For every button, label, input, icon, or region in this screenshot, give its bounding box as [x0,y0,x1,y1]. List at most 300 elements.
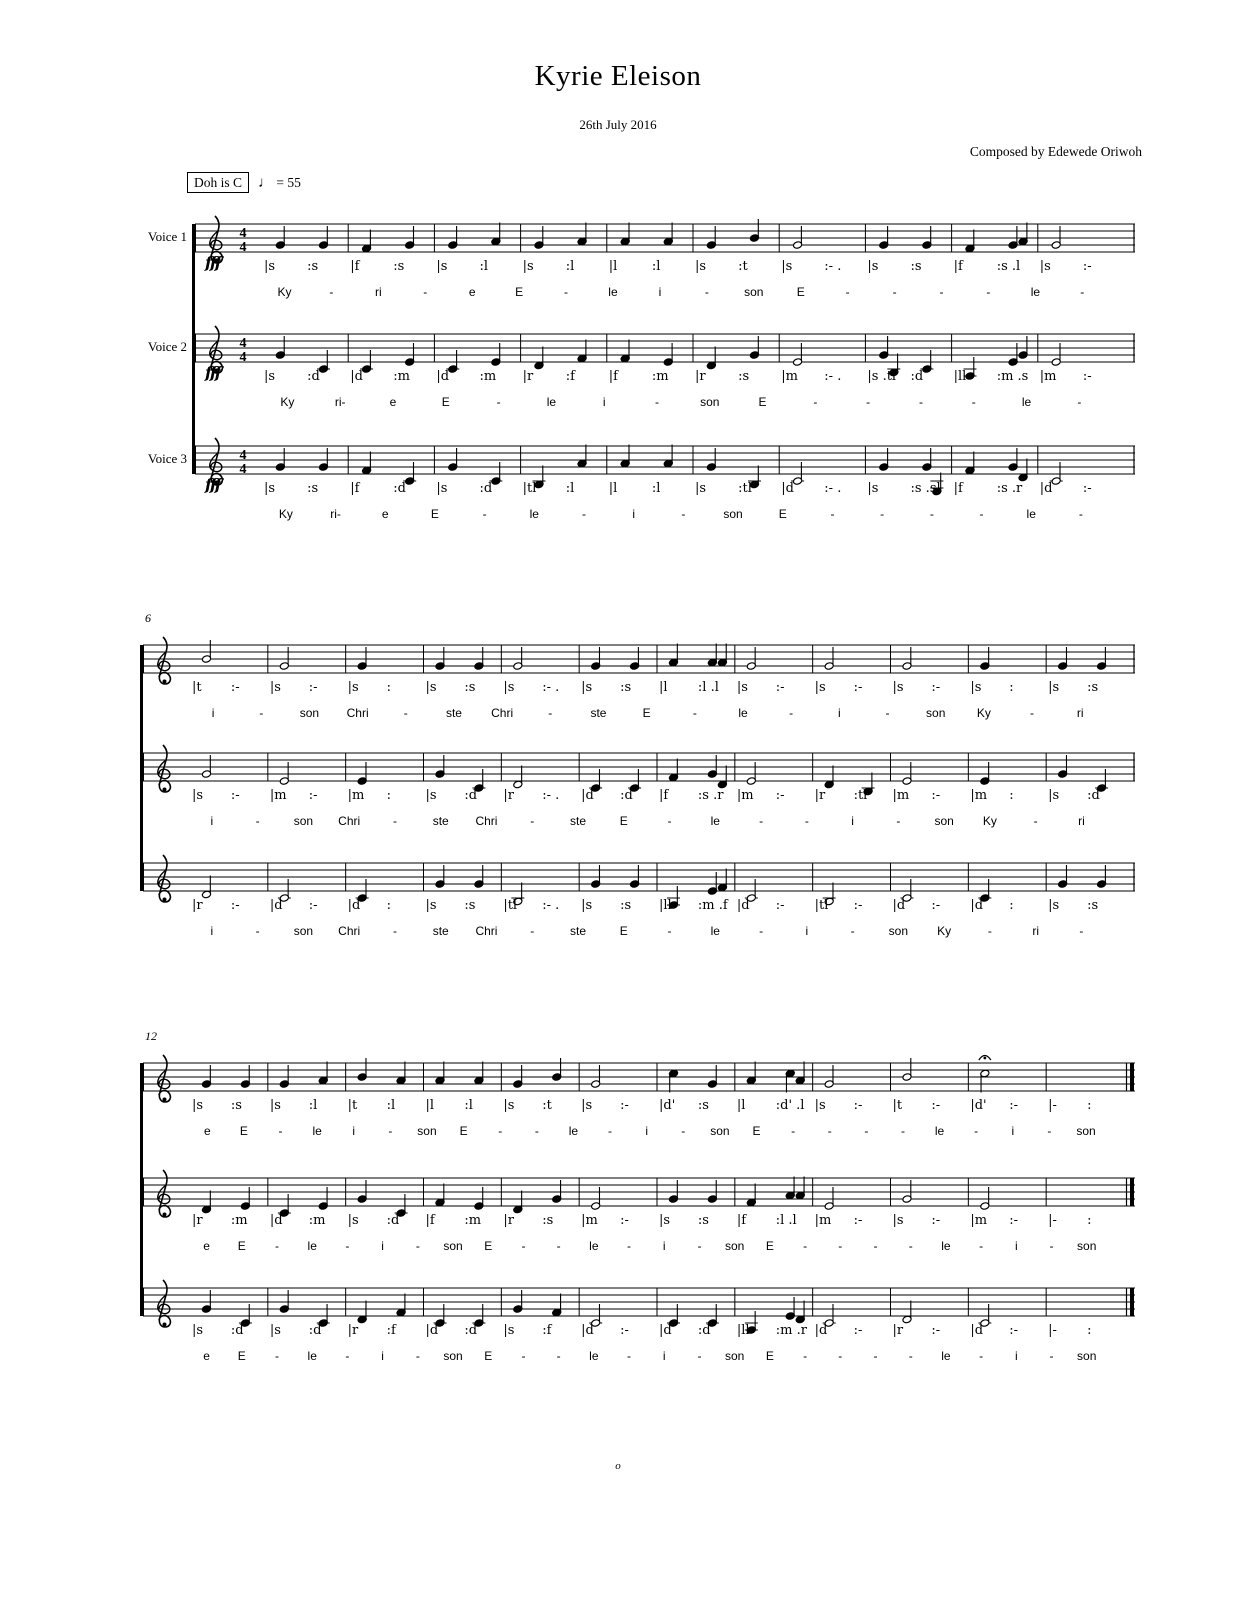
time-signature: 4 [239,350,247,365]
lyric-syllable: - [1047,1124,1052,1138]
solfa-token: |s [425,680,437,695]
solfa-token: :t [542,1098,552,1113]
solfa-token: |m [781,369,798,384]
lyric-syllable: E [642,706,651,720]
dynamic-marking: fff [205,363,220,382]
time-signature: 4 [239,226,247,241]
solfa-token: |ll [953,369,967,384]
lyric-syllable: - [908,1349,913,1363]
solfa-token: :l [651,481,661,496]
solfa-token: :m .f [697,898,728,913]
solfa-token: |d [781,481,794,496]
lyric-syllable: - [939,285,944,299]
solfa-token: |r [503,1213,514,1228]
lyric-syllable: - [979,1239,984,1253]
solfa-token: :- [308,680,318,695]
lyric-syllable: - [704,285,709,299]
final-barline [1130,1178,1134,1206]
fermata-icon [983,1057,986,1060]
lyric-syllable: - [564,285,569,299]
solfa-token: |s [892,680,904,695]
lyric-syllable: E [619,814,628,828]
lyric-syllable: - [392,924,397,938]
solfa-token: |d [1039,481,1053,496]
solfa-token: :m [464,1213,482,1228]
solfa-token: |d [269,898,283,913]
lyric-syllable: - [482,507,487,521]
solfa-token: :- [1082,259,1092,274]
solfa-token: :m [230,1213,248,1228]
solfa-token: |f [608,369,618,384]
time-signature: 4 [239,462,247,477]
lyric-syllable: i [632,507,636,521]
lyric-syllable: - [667,814,672,828]
lyric-syllable: - [498,1124,503,1138]
solfa-token: :- [308,788,318,803]
solfa-token: :s [464,898,476,913]
lyric-syllable: son [888,924,909,938]
lyric-syllable: - [971,395,976,409]
lyric-syllable: son [293,924,314,938]
lyric-syllable: - [803,1349,808,1363]
solfa-token: :s .r [996,481,1023,496]
lyric-syllable: Ky [937,924,952,938]
staff [143,847,1135,921]
solfa-token: :- [1009,1323,1019,1338]
solfa-token: :l [565,259,575,274]
solfa-token: :d [479,481,493,496]
lyric-syllable: le [546,395,557,409]
solfa-token: |r [347,1323,359,1338]
solfa-token: :l [651,259,661,274]
solfa-token: :- [853,1323,863,1338]
lyric-syllable: E [765,1349,774,1363]
lyric-syllable: - [908,1239,913,1253]
lyric-syllable: - [1033,814,1038,828]
lyric-syllable: ri [374,285,382,299]
solfa-token: |s [192,1098,204,1113]
solfa-token: :- [853,1098,863,1113]
tempo-value: = 55 [276,175,301,190]
treble-clef-icon [158,1280,171,1327]
treble-clef-icon [158,855,171,902]
solfa-token: :d [307,369,320,384]
solfa-token: :d [620,788,633,803]
lyric-syllable: - [534,1124,539,1138]
lyric-syllable: son [417,1124,437,1138]
solfa-token: :s [307,259,319,274]
solfa-token: :- [620,1323,629,1338]
lyric-syllable: - [654,395,659,409]
lyric-syllable: son [443,1349,463,1363]
lyric-syllable: E [758,395,767,409]
lyric-syllable: - [392,814,397,828]
lyric-syllable: i [1014,1349,1018,1363]
key-signature-box: Doh is C [187,172,249,193]
solfa-token: :s [464,680,476,695]
lyric-syllable: son [299,706,320,720]
lyric-syllable: le [529,507,539,521]
lyric-syllable: - [255,924,260,938]
solfa-token: |s [347,1213,359,1228]
lyric-syllable: E [237,1349,246,1363]
solfa-token: |s [192,1323,204,1338]
solfa-token: |s [581,680,593,695]
solfa-token: |s [1048,680,1060,695]
lyric-syllable: - [979,1349,984,1363]
lyric-syllable: son [934,814,954,828]
solfa-token: :- [931,788,941,803]
lyric-syllable: - [496,395,501,409]
solfa-token: |r [814,788,826,803]
solfa-token: |s [503,1323,515,1338]
solfa-token: |s [269,1323,281,1338]
solfa-token: |l [608,481,618,496]
solfa-token: |s [695,481,707,496]
staff [143,1272,1135,1346]
solfa-token: :tl [738,481,752,496]
solfa-token: |f [953,259,963,274]
solfa-token: |s [503,1098,515,1113]
solfa-token: |m [970,1213,988,1228]
solfa-token: |s [264,369,276,384]
lyric-syllable: i [210,814,214,828]
solfa-token: : [1009,898,1014,913]
lyric-syllable: - [415,1239,420,1253]
treble-clef-icon [158,637,171,684]
lyric-syllable: - [548,706,553,720]
lyric-syllable: i [210,924,214,938]
lyric-syllable: le [312,1124,322,1138]
lyric-syllable: Ky [280,395,295,409]
lyric-syllable: - [900,1124,905,1138]
solfa-token: |s [269,1098,281,1113]
lyric-syllable: Chri [338,924,361,938]
lyric-syllable: E [484,1349,493,1363]
solfa-token: |s [436,259,448,274]
solfa-token: |r [695,369,706,384]
staff [195,430,1135,504]
solfa-token: |s [425,898,437,913]
solfa-token: |r [522,369,534,384]
solfa-token: |m [1039,369,1057,384]
solfa-token: |ll [736,1323,750,1338]
solfa-token: :d [1087,788,1100,803]
solfa-token: :l [386,1098,396,1113]
solfa-token: |- [1048,1323,1057,1338]
lyric-syllable: le [1021,395,1032,409]
solfa-token: |s [192,788,204,803]
lyric-syllable: - [873,1239,878,1253]
solfa-token: |- [1048,1098,1057,1113]
solfa-token: :- [853,680,863,695]
lyric-syllable: - [929,507,934,521]
solfa-token: |s [736,680,748,695]
solfa-token: |s [814,680,826,695]
solfa-token: :m .r [775,1323,807,1338]
final-barline [1130,1288,1134,1316]
solfa-token: |f [350,259,360,274]
lyric-syllable: - [804,814,809,828]
lyric-syllable: i [1014,1239,1018,1253]
lyric-syllable: i [211,706,215,720]
solfa-token: |l [659,680,668,695]
lyric-syllable: Ky [976,706,991,720]
lyric-syllable: - [521,1349,526,1363]
solfa-token: |d' [970,1098,987,1113]
solfa-token: |m [814,1213,832,1228]
lyric-syllable: - [581,507,586,521]
solfa-token: :s [738,369,750,384]
lyric-syllable: ri [1078,814,1085,828]
voice-label: Voice 2 [147,339,187,354]
lyric-syllable: e [203,1124,211,1138]
solfa-token: :- [1009,1098,1019,1113]
solfa-token: :l [308,1098,318,1113]
solfa-token: :d [464,1323,478,1338]
solfa-token: |s [867,481,879,496]
solfa-token: |d [659,1323,672,1338]
solfa-token: :m .s [996,369,1029,384]
solfa-token: |tl [522,481,537,496]
lyric-syllable: - [850,924,855,938]
lyric-syllable: - [986,285,991,299]
lyric-syllable: - [974,1124,979,1138]
solfa-token: |tl [814,898,829,913]
solfa-token: |d [736,898,750,913]
lyric-syllable: ste [569,924,587,938]
lyric-syllable: - [866,395,871,409]
lyric-syllable: son [1076,1124,1096,1138]
score-date: 26th July 2016 [579,117,657,132]
lyric-syllable: - [864,1124,869,1138]
lyric-syllable: le [568,1124,579,1138]
score-title: Kyrie Eleison [534,60,702,92]
solfa-token: :d [386,1213,400,1228]
lyric-syllable: - [259,706,264,720]
solfa-token: :- [775,898,785,913]
lyric-syllable: le [1026,507,1036,521]
lyric-syllable: - [1080,285,1085,299]
lyric-syllable: le [710,814,720,828]
lyric-syllable: Ky [278,507,293,521]
solfa-token: |r [503,788,514,803]
lyric-syllable: Chri [338,814,361,828]
solfa-token: :- [230,788,240,803]
solfa-token: :- [1082,481,1092,496]
lyric-syllable: - [845,285,850,299]
lyric-syllable: - [627,1349,632,1363]
lyric-syllable: e [203,1239,210,1253]
lyric-syllable: le [1030,285,1041,299]
solfa-token: :f [565,369,575,384]
solfa-token: |s .tl [867,369,897,384]
solfa-token: :m [651,369,669,384]
lyric-syllable: - [830,507,835,521]
voice-label: Voice 1 [147,229,187,244]
solfa-token: :- [853,898,863,913]
solfa-token: :- [308,898,318,913]
lyric-syllable: E [752,1124,761,1138]
solfa-token: :s [393,259,405,274]
lyric-syllable: - [873,1349,878,1363]
lyric-syllable: i [851,814,854,828]
lyric-syllable: - [556,1349,561,1363]
solfa-token: |d [970,898,984,913]
solfa-token: :- . [824,259,842,274]
solfa-token: |t [192,680,202,695]
lyric-syllable: le [710,924,720,938]
solfa-token: :d [393,481,406,496]
lyric-syllable: ri- [334,395,346,409]
solfa-token: : [1087,1098,1092,1113]
solfa-token: |r [192,1213,203,1228]
lyric-syllable: ste [445,706,462,720]
solfa-token: :l [479,259,489,274]
lyric-syllable: i [838,706,841,720]
lyric-syllable: - [979,507,984,521]
solfa-token: |ll [659,898,672,913]
solfa-token: :- . [542,788,560,803]
solfa-token: :- [931,1323,941,1338]
lyric-syllable: Chri [475,924,498,938]
time-signature: 4 [239,336,247,351]
solfa-token: : [1087,1323,1092,1338]
solfa-token: |l [736,1098,746,1113]
solfa-token: |d [814,1323,828,1338]
solfa-token: |s [659,1213,671,1228]
solfa-token: :- [230,898,240,913]
lyric-syllable: son [710,1124,730,1138]
solfa-token: :- [931,898,941,913]
dynamic-marking: fff [205,253,220,272]
lyric-syllable: - [827,1124,832,1138]
solfa-token: :f [542,1323,552,1338]
solfa-token: :m [479,369,497,384]
lyric-syllable: - [1077,395,1082,409]
lyric-syllable: - [415,1349,420,1363]
time-signature: 4 [239,448,247,463]
solfa-token: |s [436,481,448,496]
solfa-token: :d [308,1323,322,1338]
solfa-token: |r [892,1323,904,1338]
solfa-token: |s [892,1213,904,1228]
lyric-syllable: son [293,814,314,828]
lyric-syllable: - [885,706,890,720]
lyric-syllable: - [1049,1349,1054,1363]
solfa-token: |d [581,788,594,803]
lyric-syllable: son [443,1239,463,1253]
solfa-token: |m [892,788,910,803]
solfa-token: |d [347,898,361,913]
lyric-syllable: - [880,507,885,521]
solfa-token: |m [736,788,754,803]
lyric-syllable: - [987,924,992,938]
solfa-token: : [1087,1213,1092,1228]
solfa-token: :- . [824,369,842,384]
measure-number: 12 [145,1029,157,1043]
lyric-syllable: i [381,1349,384,1363]
solfa-token: |d' [659,1098,676,1113]
lyric-syllable: - [345,1349,350,1363]
lyric-syllable: le [941,1349,951,1363]
lyric-syllable: - [918,395,923,409]
solfa-token: |s [503,680,515,695]
solfa-token: |s [264,481,276,496]
solfa-token: :l .l [697,680,719,695]
solfa-token: |s [269,680,281,695]
solfa-token: :- [775,680,785,695]
lyric-syllable: Ky [982,814,997,828]
solfa-token: |d [970,1323,984,1338]
treble-clef-icon [158,745,171,792]
lyric-syllable: e [381,507,389,521]
solfa-token: |d [892,898,906,913]
lyric-syllable: - [692,706,697,720]
solfa-token: |d [581,1323,594,1338]
solfa-token: |f [425,1213,435,1228]
solfa-token: |tl [503,898,518,913]
lyric-syllable: - [681,507,686,521]
solfa-token: :m [308,1213,326,1228]
lyric-syllable: Chri [491,706,514,720]
solfa-token: :s [307,481,319,496]
lyric-syllable: le [307,1349,317,1363]
solfa-token: : [1009,788,1014,803]
lyric-syllable: Ky [277,285,292,299]
dynamic-marking: fff [205,475,220,494]
solfa-token: |s [425,788,437,803]
solfa-token: |s [867,259,879,274]
solfa-token: |s [522,259,534,274]
solfa-token: :s [620,680,632,695]
lyric-syllable: - [530,924,535,938]
lyric-syllable: - [759,924,764,938]
lyric-syllable: - [896,814,901,828]
solfa-token: :- [1009,1213,1019,1228]
quarter-note-icon: ♩ [258,175,273,191]
lyric-syllable: E [515,285,524,299]
lyric-syllable: - [556,1239,561,1253]
lyric-syllable: son [723,507,743,521]
lyric-syllable: i [1011,1124,1015,1138]
solfa-token: |l [608,259,618,274]
solfa-token: :t [738,259,748,274]
lyric-syllable: - [1078,507,1083,521]
lyric-syllable: - [627,1239,632,1253]
lyric-syllable: ste [590,706,607,720]
solfa-token: :- [775,788,785,803]
lyric-syllable: ste [569,814,587,828]
lyric-syllable: - [255,814,260,828]
treble-clef-icon [158,1170,171,1217]
lyric-syllable: i [352,1124,356,1138]
lyric-syllable: - [697,1349,702,1363]
solfa-token: :l [464,1098,473,1113]
lyric-syllable: - [1030,706,1035,720]
lyric-syllable: E [237,1239,246,1253]
solfa-token: |t [892,1098,903,1113]
lyric-syllable: le [608,285,618,299]
lyric-syllable: son [700,395,720,409]
lyric-syllable: son [724,1239,745,1253]
staff [143,629,1135,703]
composer-credit: Composed by Edewede Oriwoh [969,144,1142,159]
solfa-token: :s [542,1213,554,1228]
solfa-token: :- . [542,680,560,695]
lyric-syllable: i [602,395,606,409]
solfa-token: :s [620,898,632,913]
